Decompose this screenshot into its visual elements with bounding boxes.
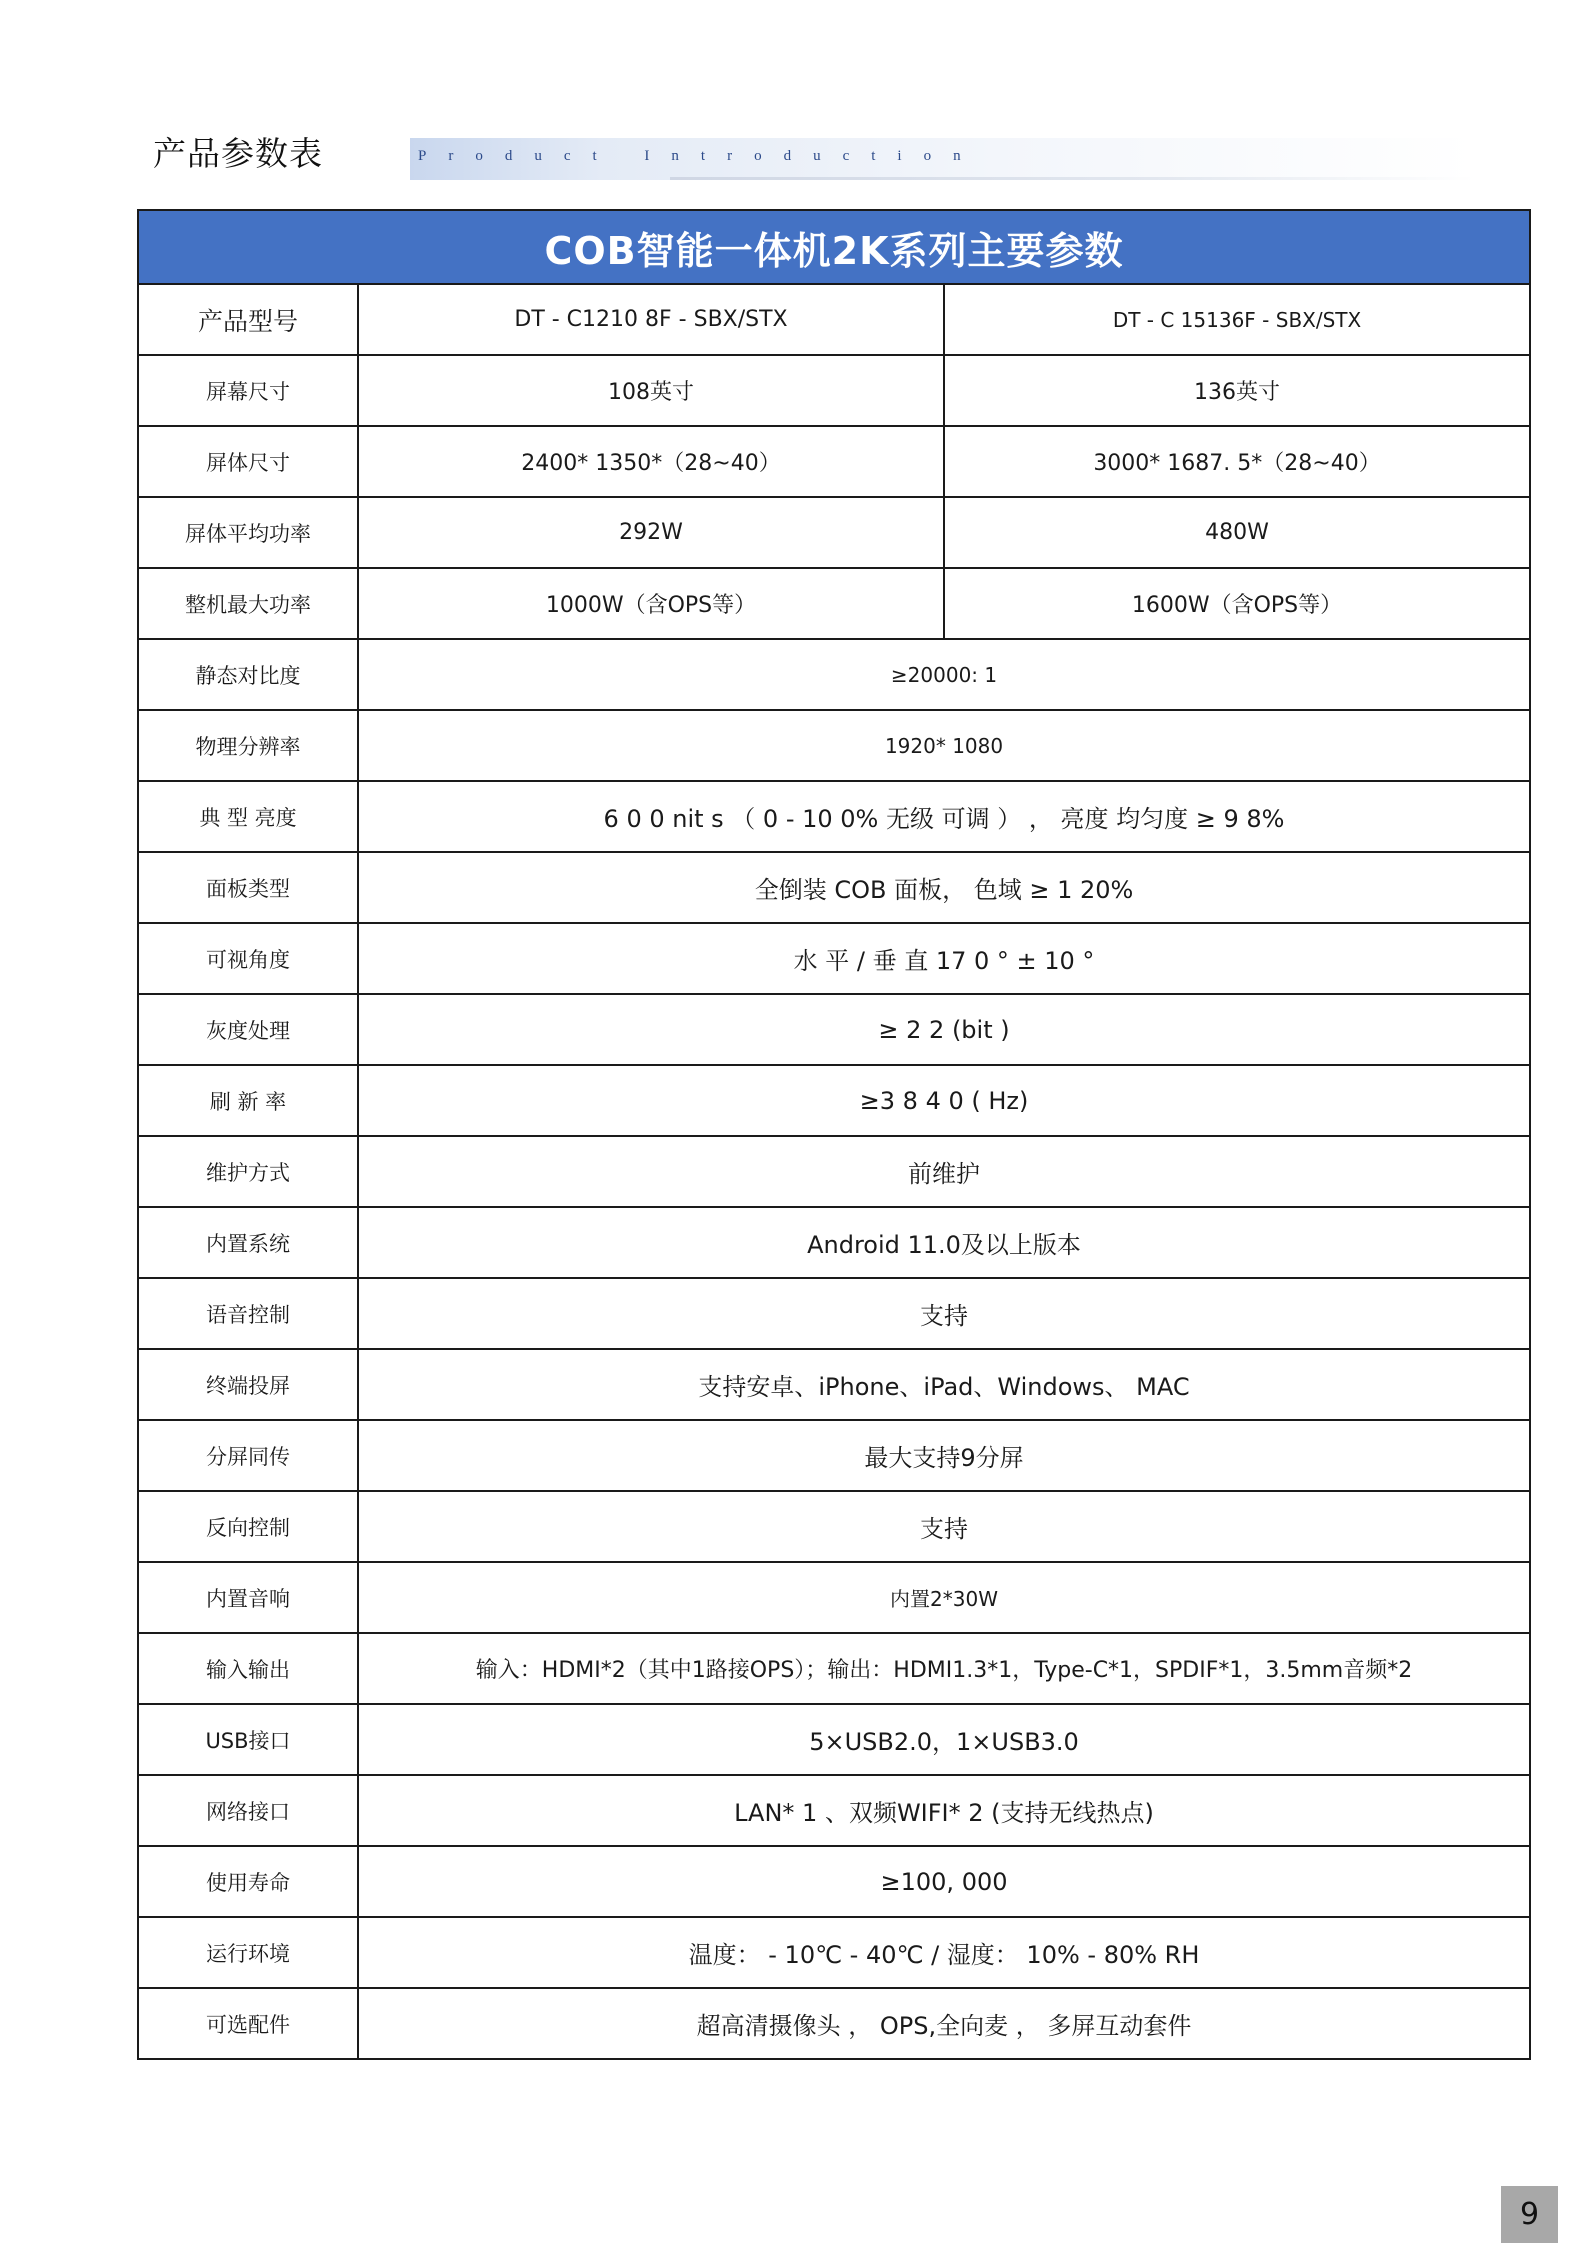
row-value: 1920* 1080	[358, 710, 1530, 781]
row-label: 静态对比度	[138, 639, 358, 710]
table-row	[138, 1775, 1530, 1846]
row-label: USB接口	[138, 1704, 358, 1775]
row-label: 可选配件	[138, 1988, 358, 2059]
table-row	[138, 568, 1530, 639]
row-label: 屏体平均功率	[138, 497, 358, 568]
table-row	[138, 1065, 1530, 1136]
row-value: 支持	[358, 1278, 1530, 1349]
row-value-model-2: 1600W（含OPS等）	[944, 568, 1530, 639]
row-value: 5×USB2.0，1×USB3.0	[358, 1704, 1530, 1775]
row-value: 内置2*30W	[358, 1562, 1530, 1633]
row-label: 屏幕尺寸	[138, 355, 358, 426]
row-value-model-1: 108英寸	[358, 355, 944, 426]
row-label: 典 型 亮度	[138, 781, 358, 852]
table-row	[138, 1207, 1530, 1278]
product-introduction-banner	[410, 138, 1475, 180]
row-value-model-2: 136英寸	[944, 355, 1530, 426]
row-label: 屏体尺寸	[138, 426, 358, 497]
row-value: 支持	[358, 1491, 1530, 1562]
row-label: 灰度处理	[138, 994, 358, 1065]
model-2: DT - C 15136F - SBX/STX	[944, 284, 1530, 355]
row-value: 支持安卓、iPhone、iPad、Windows、 MAC	[358, 1349, 1530, 1420]
table-row	[138, 497, 1530, 568]
row-label: 整机最大功率	[138, 568, 358, 639]
table-title: COB智能一体机2K系列主要参数	[138, 210, 1530, 284]
row-value: 全倒装 COB 面板， 色域 ≥ 1 20%	[358, 852, 1530, 923]
row-value: 水 平 / 垂 直 17 0 ° ± 10 °	[358, 923, 1530, 994]
model-label: 产品型号	[138, 284, 358, 355]
row-value: 超高清摄像头 ， OPS,全向麦 ， 多屏互动套件	[358, 1988, 1530, 2059]
row-value-model-2: 3000* 1687. 5*（28~40）	[944, 426, 1530, 497]
row-value: 6 0 0 nit s （ 0 - 10 0% 无级 可调 ） ， 亮度 均匀度 ≥ 9 8%	[358, 781, 1530, 852]
row-value: ≥20000: 1	[358, 639, 1530, 710]
row-value: 最大支持9分屏	[358, 1420, 1530, 1491]
table-row	[138, 639, 1530, 710]
table-row	[138, 1491, 1530, 1562]
table-row	[138, 781, 1530, 852]
row-label: 使用寿命	[138, 1846, 358, 1917]
table-row	[138, 1420, 1530, 1491]
table-row	[138, 1846, 1530, 1917]
row-value: LAN* 1 、双频WIFI* 2 (支持无线热点)	[358, 1775, 1530, 1846]
row-label: 内置音响	[138, 1562, 358, 1633]
table-row	[138, 1704, 1530, 1775]
row-label: 分屏同传	[138, 1420, 358, 1491]
table-row	[138, 355, 1530, 426]
table-row	[138, 1349, 1530, 1420]
banner-underline	[670, 177, 1475, 180]
row-value-model-1: 292W	[358, 497, 944, 568]
row-label: 运行环境	[138, 1917, 358, 1988]
row-value-model-1: 2400* 1350*（28~40）	[358, 426, 944, 497]
row-value: 前维护	[358, 1136, 1530, 1207]
table-title-row	[138, 210, 1530, 284]
table-row	[138, 852, 1530, 923]
table-row	[138, 1136, 1530, 1207]
table-row	[138, 710, 1530, 781]
row-label: 可视角度	[138, 923, 358, 994]
spec-table	[137, 209, 1531, 2060]
row-label: 网络接口	[138, 1775, 358, 1846]
table-row	[138, 1278, 1530, 1349]
model-row	[138, 284, 1530, 355]
row-label: 终端投屏	[138, 1349, 358, 1420]
row-value: Android 11.0及以上版本	[358, 1207, 1530, 1278]
row-value-model-1: 1000W（含OPS等）	[358, 568, 944, 639]
table-row	[138, 426, 1530, 497]
row-value: ≥3 8 4 0 ( Hz)	[358, 1065, 1530, 1136]
row-label: 输入输出	[138, 1633, 358, 1704]
row-label: 语音控制	[138, 1278, 358, 1349]
section-title: 产品参数表	[153, 134, 323, 173]
row-value: ≥100, 000	[358, 1846, 1530, 1917]
row-value-model-2: 480W	[944, 497, 1530, 568]
table-row	[138, 923, 1530, 994]
row-label: 反向控制	[138, 1491, 358, 1562]
row-label: 面板类型	[138, 852, 358, 923]
table-row	[138, 994, 1530, 1065]
row-label: 物理分辨率	[138, 710, 358, 781]
row-value: 输入：HDMI*2（其中1路接OPS）；输出：HDMI1.3*1，Type-C*1，SPDIF*1，3.5mm音频*2	[358, 1633, 1530, 1704]
product-introduction-text: Product Introduction	[418, 148, 983, 164]
row-label: 刷 新 率	[138, 1065, 358, 1136]
table-row	[138, 1562, 1530, 1633]
page-number: 9	[1501, 2186, 1558, 2243]
table-row	[138, 1917, 1530, 1988]
row-value: 温度： - 10℃ - 40℃ / 湿度： 10% - 80% RH	[358, 1917, 1530, 1988]
model-1: DT - C1210 8F - SBX/STX	[358, 284, 944, 355]
row-value: ≥ 2 2 (bit )	[358, 994, 1530, 1065]
row-label: 维护方式	[138, 1136, 358, 1207]
row-label: 内置系统	[138, 1207, 358, 1278]
table-row	[138, 1633, 1530, 1704]
table-row	[138, 1988, 1530, 2059]
